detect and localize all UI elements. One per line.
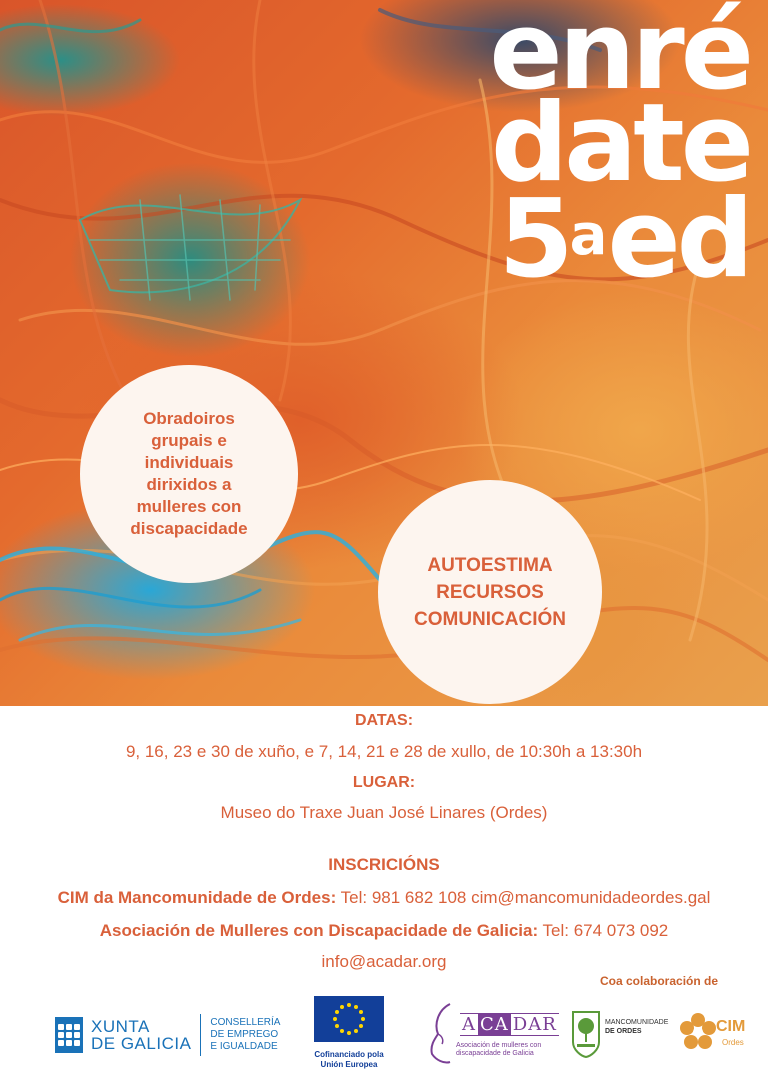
xunta-name-line-2: DE GALICIA [91,1034,192,1053]
collaboration-label: Coa colaboración de [600,974,719,988]
mancomunidade-line-1: MANCOMUNIDADE [605,1019,669,1026]
title-line-3 [489,177,750,302]
eu-flag-icon [314,996,384,1042]
place-value: Museo do Traxe Juan José Linares (Ordes) [220,803,548,822]
title-line-1: enré [489,0,750,114]
acadar-letters-ca: CA [480,1014,509,1035]
acadar-letter-a: A [462,1014,476,1035]
woman-profile-icon [424,1000,458,1066]
cim-contact[interactable]: Tel: 981 682 108 cim@mancomunidadeordes.gal [336,888,711,907]
eu-caption-line-2: Unión Europea [320,1060,378,1069]
mancomunidade-ordes-logo [571,1010,671,1060]
association-email[interactable]: info@acadar.org [321,952,447,971]
acadar-wordmark [460,1014,559,1035]
xunta-name [91,1018,191,1052]
dates-value: 9, 16, 23 e 30 de xuño, e 7, 14, 21 e 28 de xullo, de 10:30h a 13:30h [125,742,643,761]
event-title [489,0,750,302]
topics-list [414,552,566,633]
eu-caption [314,1050,384,1070]
association-contact-line [0,921,768,941]
xunta-de-galicia-logo [55,1014,280,1056]
topic-item: COMUNICACIÓN [414,608,566,630]
workshop-description-circle [80,365,298,583]
xunta-name-line-1: XUNTA [91,1017,150,1036]
logo-divider [200,1014,201,1056]
registrations-label: INSCRICIÓNS [328,855,440,874]
cim-wordmark: CIM [716,1018,746,1035]
department-name [210,1017,280,1053]
place-label: LUGAR: [352,774,416,791]
tree-shield-icon [571,1010,601,1058]
acadar-subtitle: Asociación de mulleres con discapacidade de Galicia [456,1042,542,1057]
cim-name: CIM da Mancomunidade de Ordes: [57,888,337,907]
acadar-letters-dar: DAR [512,1014,557,1035]
eu-caption-line-1: Cofinanciado pola [314,1050,384,1059]
association-name: Asociación de Mulleres con Discapacidade de Galicia: [99,921,539,940]
edition-number: 5 [498,177,570,302]
association-phone[interactable]: Tel: 674 073 092 [538,921,669,940]
mancomunidade-name [605,1018,668,1036]
cim-ordes-logo [678,1012,758,1052]
topic-item: RECURSOS [436,581,544,603]
cim-subtitle: Ordes [722,1038,744,1047]
mancomunidade-line-2: DE ORDES [605,1028,642,1035]
cim-contact-line [0,888,768,908]
edition-ordinal: a [569,203,608,268]
workshop-description: Obradoiros grupais e individuais dirixidos a mulleres con discapacidade [130,409,248,538]
department-line-3: E IGUALDADE [210,1041,278,1052]
topics-circle [378,480,602,704]
cim-flower-icon [678,1012,718,1052]
topic-item: AUTOESTIMA [427,554,553,576]
title-line-2: date [490,81,750,206]
department-line-2: DE EMPREGO [210,1029,279,1040]
eu-cofinanced-logo [314,996,384,1070]
dates-label: DATAS: [354,712,414,729]
acadar-logo [424,1000,557,1068]
galicia-emblem-icon [55,1017,83,1053]
edition-abbrev: ed [607,177,750,302]
department-line-1: CONSELLERÍA [210,1017,281,1028]
